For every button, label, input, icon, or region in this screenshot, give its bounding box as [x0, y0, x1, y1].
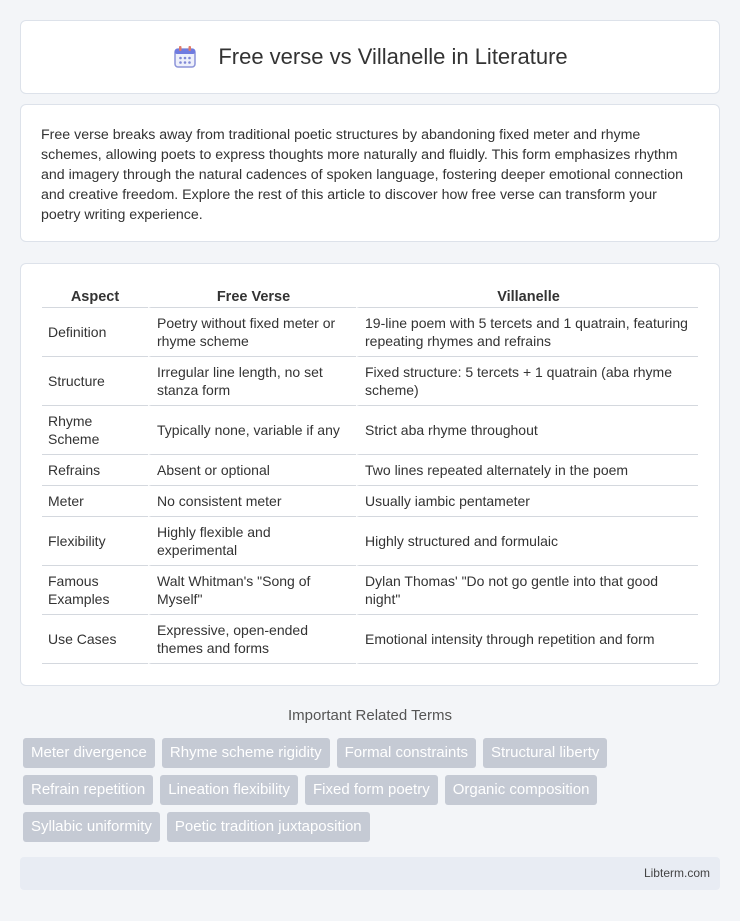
table-cell-free-verse: Irregular line length, no set stanza form [148, 357, 356, 406]
table-cell-villanelle: Two lines repeated alternately in the poem [356, 455, 698, 486]
table-row [42, 517, 698, 566]
related-term-tag[interactable]: Fixed form poetry [305, 775, 438, 805]
related-term-tag[interactable]: Lineation flexibility [160, 775, 298, 805]
table-cell-free-verse: Highly flexible and experimental [148, 517, 356, 566]
comparison-table [42, 284, 698, 664]
intro-card [20, 104, 720, 242]
column-header-villanelle: Villanelle [356, 284, 698, 308]
related-term-tag[interactable]: Structural liberty [483, 738, 607, 768]
table-cell-free-verse: Poetry without fixed meter or rhyme scheme [148, 308, 356, 357]
table-cell-villanelle: Usually iambic pentameter [356, 486, 698, 517]
related-terms-title: Important Related Terms [288, 707, 452, 724]
tag-row [23, 775, 713, 805]
related-term-tag[interactable]: Formal constraints [337, 738, 476, 768]
calendar-icon [172, 44, 198, 70]
table-cell-villanelle: Fixed structure: 5 tercets + 1 quatrain (aba rhyme scheme) [356, 357, 698, 406]
table-cell-free-verse: Walt Whitman's "Song of Myself" [148, 566, 356, 615]
table-cell-villanelle: Highly structured and formulaic [356, 517, 698, 566]
table-cell-aspect: Famous Examples [42, 566, 148, 615]
table-row [42, 566, 698, 615]
table-cell-free-verse: Expressive, open-ended themes and forms [148, 615, 356, 664]
table-cell-aspect: Meter [42, 486, 148, 517]
footer-site-link[interactable]: Libterm.com [643, 866, 710, 880]
table-cell-villanelle: Strict aba rhyme throughout [356, 406, 698, 455]
table-row [42, 357, 698, 406]
table-cell-villanelle: Dylan Thomas' "Do not go gentle into that good night" [356, 566, 698, 615]
table-cell-free-verse: Typically none, variable if any [148, 406, 356, 455]
table-cell-villanelle: 19-line poem with 5 tercets and 1 quatrain, featuring repeating rhymes and refrains [356, 308, 698, 357]
page-title: Free verse vs Villanelle in Literature [218, 44, 568, 69]
table-header-row [42, 284, 698, 308]
table-row [42, 486, 698, 517]
related-terms-list [23, 738, 713, 849]
intro-text: Free verse breaks away from traditional poetic structures by abandoning fixed meter and rhyme schemes, allowing poets to express thoughts more naturally and fluidly. This form emphasizes rhythm and imagery through the natural cadences of spoken language, fostering deeper emotional connection and creative freedom. Explore the rest of this article to discover how free verse can transform your poetry writing experience. [41, 127, 684, 223]
table-cell-aspect: Definition [42, 308, 148, 357]
tag-row [23, 738, 713, 768]
related-term-tag[interactable]: Poetic tradition juxtaposition [167, 812, 370, 842]
table-cell-aspect: Structure [42, 357, 148, 406]
related-term-tag[interactable]: Organic composition [445, 775, 598, 805]
column-header-aspect: Aspect [42, 284, 148, 308]
table-cell-aspect: Use Cases [42, 615, 148, 664]
table-cell-free-verse: Absent or optional [148, 455, 356, 486]
table-cell-aspect: Flexibility [42, 517, 148, 566]
table-row [42, 455, 698, 486]
table-row [42, 308, 698, 357]
related-term-tag[interactable]: Meter divergence [23, 738, 155, 768]
comparison-table-card [20, 263, 720, 686]
related-term-tag[interactable]: Syllabic uniformity [23, 812, 160, 842]
related-term-tag[interactable]: Rhyme scheme rigidity [162, 738, 330, 768]
footer [20, 857, 720, 890]
column-header-free-verse: Free Verse [148, 284, 356, 308]
table-cell-aspect: Rhyme Scheme [42, 406, 148, 455]
table-cell-villanelle: Emotional intensity through repetition and form [356, 615, 698, 664]
table-row [42, 406, 698, 455]
title-card [20, 20, 720, 94]
table-cell-aspect: Refrains [42, 455, 148, 486]
related-term-tag[interactable]: Refrain repetition [23, 775, 153, 805]
table-cell-free-verse: No consistent meter [148, 486, 356, 517]
tag-row [23, 812, 713, 842]
table-row [42, 615, 698, 664]
